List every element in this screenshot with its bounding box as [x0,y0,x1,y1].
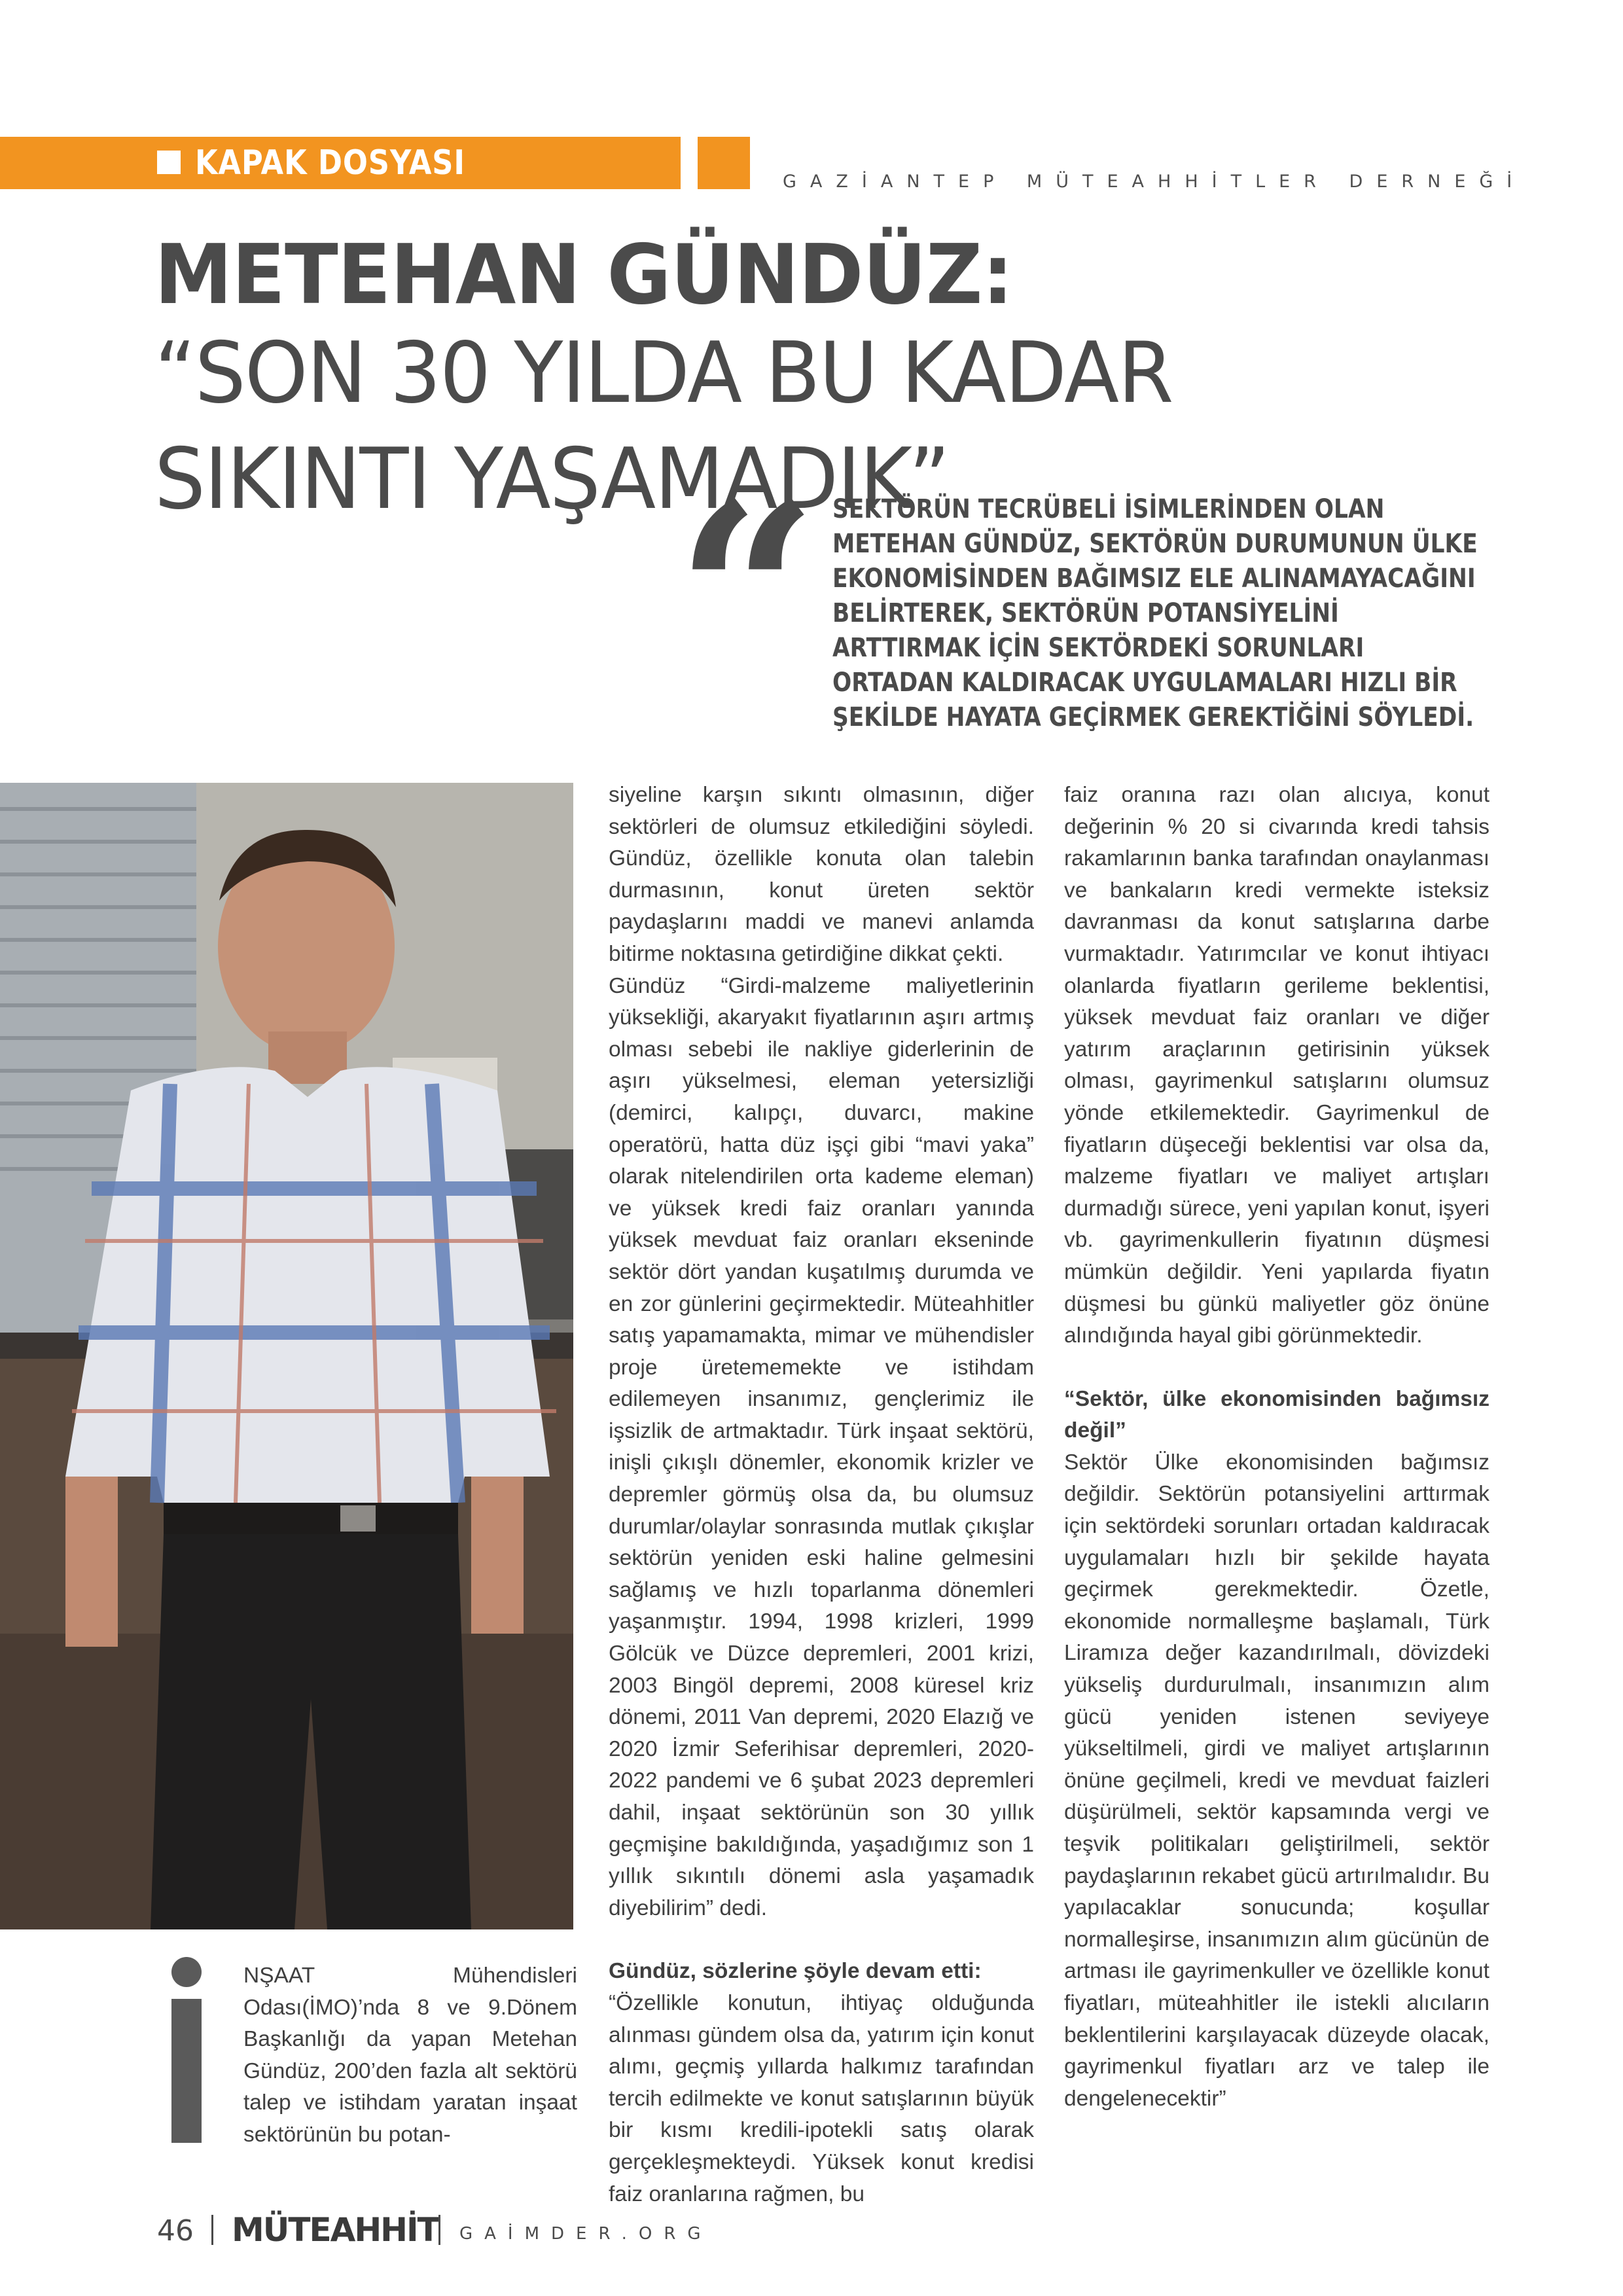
article-paragraph: Sektör Ülke ekonomisinden bağımsız değildir. Sektörün potansiyelini arttırmak için sektördeki sorunları ortadan kaldıracak uygulamaları hızlı bir şekilde hayata geçirmek gerekmektedir. Özetle, ekonomide normalleşme başlamalı, Türk Liramıza değer kazandırılmalı, dövizdeki yükseliş durdurulmalı, insanımızın alım gücü yeniden istenen seviyeye yükseltilmeli, girdi ve maliyet artışlarının önüne geçilmeli, kredi ve mevduat faizleri düşürülmeli, sektör kapsamında vergi ve teşvik politikaları geliştirilmeli, sektör paydaşlarının rekabet gücü artırılmalıdır. Bu yapılacaklar sonucunda; koşullar normalleşirse, insanımızın alım gücünün de artması ile gayrimenkuller ve özellikle konut fiyatları, müteahhitler ile istekli alıcıların beklentilerini karşılayacak düzeyde olacak, gayrimenkul fiyatları arz ve talep ile dengelenecektir” [1064,1450,1489,2111]
quote-mark-icon: “ [675,449,819,742]
header-accent-square [698,137,750,189]
headline-quote: “SON 30 YILDA BU KADAR SIKINTI YAŞAMADIK” [154,325,1173,528]
article-paragraph: Gündüz “Girdi-malzeme maliyetlerinin yüksekliği, akaryakıt fiyatlarının aşırı artmış olması sebebi ile nakliye giderlerinin de aşırı yükselmesi, eleman yetersizliği (demirci, kalıpçı, duvarcı, makine operatörü, hatta düz işçi gibi “mavi yaka” olarak nitelendirilen orta kademe eleman) ve yüksek kredi faiz oranları yanında yüksek mevduat faiz oranları ekseninde sektör dört yandan kuşatılmış durumda ve en zor günlerini geçirmektedir. Müteahhitler satış yapamamakta, mimar ve mühendisler proje üretememekte ve istihdam edilemeyen insanımız, gençlerimiz ile işsizlik de artmaktadır. Türk inşaat sektörü, inişli çıkışlı dönemler, ekonomik krizler ve depremler görmüş olsa da, bu olumsuz durumlar/olaylar sonrasında mutlak çıkışlar sektörün yeniden eski haline gelmesini sağlamış ve hızlı toparlanma dönemleri yaşanmıştır. 1994, 1998 krizleri, 1999 Gölcük ve Düzce depremleri, 2001 krizi, 2003 Bingöl depremi, 2008 küresel kriz dönemi, 2011 Van depremi, 2020 Elazığ ve 2020 İzmir Seferihisar depremleri, 2020-2022 pandemi ve 6 şubat 2023 depremleri dahil, inşaat sektörünün son 30 yıllık geçmişine bakıldığında, yaşadığımız son 1 yıllık sıkıntılı dönemi asla yaşamadık diyebilirim” dedi. [609,973,1034,1920]
section-bullet-square [157,151,181,174]
section-label: KAPAK DOSYASI [195,143,465,183]
footer-divider [438,2215,440,2245]
headline-name: METEHAN GÜNDÜZ: [154,226,1013,323]
article-subheading: “Sektör, ülke ekonomisinden bağımsız değil” [1064,1386,1489,1443]
article-paragraph: faiz oranına razı olan alıcıya, konut değerinin % 20 si civarında kredi tahsis rakamlarının banka tarafından onaylanması ve bankaların kredi vermekte isteksiz davranması da konut satışlarına darbe vurmaktadır. Yatırımcılar ve konut ihtiyacı olanlarda fiyatların gerileme beklentisi, yüksek mevduat faiz oranları ve diğer yatırım araçlarının getirisinin yüksek olması, gayrimenkul satışlarını olumsuz yönde etkilemektedir. Gayrimenkul de fiyatların düşeceği beklentisi var olsa da, malzeme fiyatları ve maliyet artışları durmadığı sürece, yeni yapılan konut, işyeri vb. gayrimenkullerin fiyatının düşmesi mümkün değildir. Yeni yapılarda fiyatın düşmesi bu günkü maliyetler göz önüne alındığında hayal gibi görünmektedir. [1064,783,1489,1348]
page-number: 46 [157,2214,194,2248]
article-column-2 [609,780,1034,2210]
article-subheading: Gündüz, sözlerine şöyle devam etti: [609,1959,982,1984]
organization-name: GAZİANTEP MÜTEAHHİTLER DERNEĞİ [783,171,1526,192]
portrait-photo [0,783,573,1929]
article-column-1 [243,1960,577,2151]
article-paragraph: NŞAAT Mühendisleri Odası(İMO)’nda 8 ve 9.Dönem Başkanlığı da yapan Metehan Gündüz, 200’den fazla alt sektörü talep ve istihdam yaratan inşaat sektörünün bu potan- [243,1964,577,2147]
dropcap-i-dot [171,1957,202,1987]
lead-paragraph: SEKTÖRÜN TECRÜBELİ İSİMLERİNDEN OLAN METEHAN GÜNDÜZ, SEKTÖRÜN DURUMUNUN ÜLKE EKONOMİSİNDEN BAĞIMSIZ ELE ALINAMAYACAĞINI BELİRTEREK, SEKTÖRÜN POTANSİYELİNİ ARTTIRMAK İÇİN SEKTÖRDEKİ SORUNLARI ORTADAN KALDIRACAK UYGULAMALARI HIZLI BİR ŞEKİLDE HAYATA GEÇİRMEK GEREKTİĞİNİ SÖYLEDİ. [832,494,1478,732]
dropcap-i-stem [171,1999,202,2143]
article-paragraph: siyeline karşın sıkıntı olmasının, diğer sektörleri de olumsuz etkilediğini söyledi. Gündüz, özellikle konuta olan talebin durmasının, konut üreten sektör paydaşlarını maddi ve manevi anlamda bitirme noktasına getirdiğine dikkat çekti. [609,783,1034,966]
article-column-3 [1064,780,1489,2115]
magazine-logo: MÜTEAHHİT [232,2211,438,2249]
article-paragraph: “Özellikle konutun, ihtiyaç olduğunda alınması gündem olsa da, yatırım için konut alımı, geçmiş yıllarda halkımız tarafından tercih edilmekte ve konut satışlarının büyük bir kısmı kredili-ipotekli satış olarak gerçekleşmekteydi. Yüksek konut kredisi faiz oranlarına rağmen, bu [609,1990,1034,2206]
website-link[interactable]: GAİMDER.ORG [459,2224,713,2244]
footer-divider [211,2215,213,2245]
